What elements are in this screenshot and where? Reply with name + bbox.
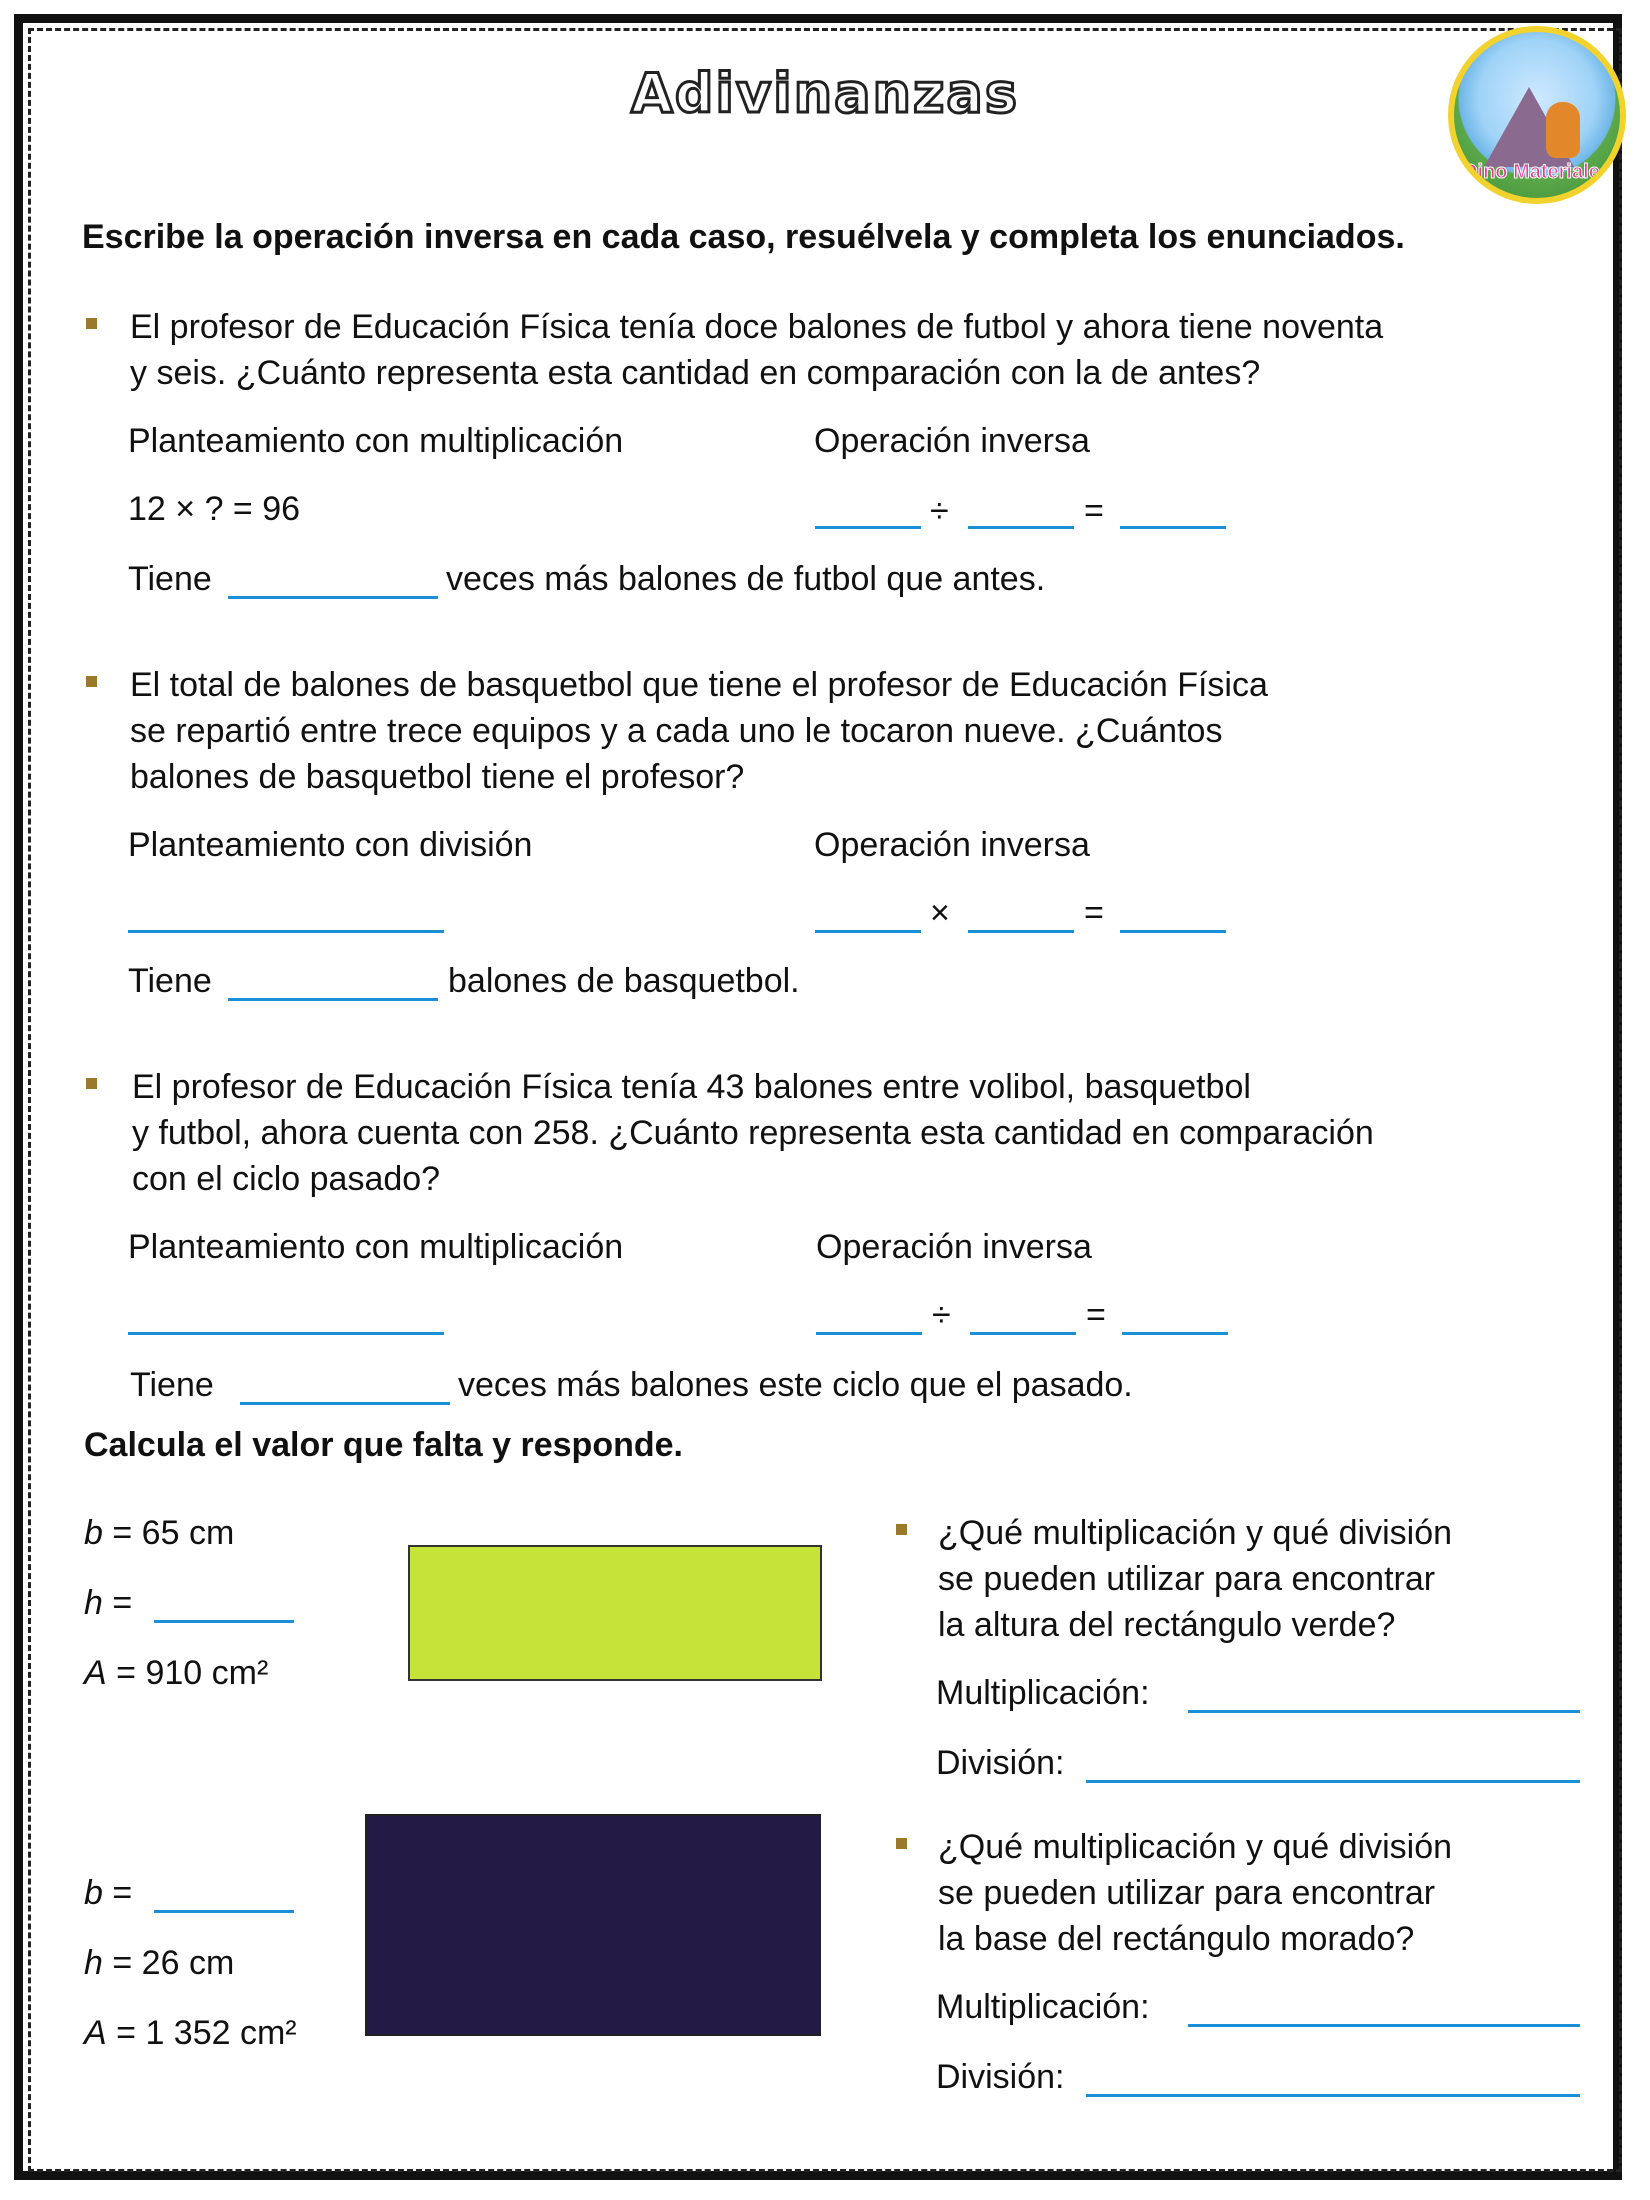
- purple-height-label: h: [84, 1944, 103, 1982]
- green-base: [84, 1510, 234, 1556]
- purple-area: [84, 2010, 297, 2056]
- problem2-answer-blank[interactable]: [228, 998, 438, 1001]
- problem3-blank-a[interactable]: [816, 1332, 922, 1335]
- problem1-blank-a[interactable]: [815, 526, 921, 529]
- green-question-line2: se pueden utilizar para encontrar: [938, 1560, 1436, 1598]
- problem1-right-label: Operación inversa: [814, 422, 1090, 460]
- problem3-answer-prefix: Tiene: [130, 1366, 214, 1404]
- green-base-value: = 65 cm: [112, 1514, 235, 1552]
- problem1-blank-result[interactable]: [1120, 526, 1226, 529]
- problem2-line1: El total de balones de basquetbol que tiene el profesor de Educación Física: [130, 666, 1268, 704]
- bullet-icon: [896, 1524, 907, 1535]
- purple-base-value: =: [112, 1874, 133, 1912]
- problem2-line3: balones de basquetbol tiene el profesor?: [130, 758, 745, 796]
- green-area-label: A: [84, 1654, 107, 1692]
- section2-instruction: Calcula el valor que falta y responde.: [84, 1426, 683, 1464]
- problem3-answer-suffix: veces más balones este ciclo que el pasado.: [458, 1366, 1133, 1404]
- problem3-equals: =: [1086, 1296, 1106, 1334]
- purple-base-label: b: [84, 1874, 103, 1912]
- section1-instruction: Escribe la operación inversa en cada caso, resuélvela y completa los enunciados.: [82, 218, 1405, 256]
- purple-rectangle: [365, 1814, 821, 2036]
- green-height: [84, 1580, 132, 1626]
- green-rectangle: [408, 1545, 822, 1681]
- problem2-answer-suffix: balones de basquetbol.: [448, 962, 800, 1000]
- green-area-value: = 910 cm²: [116, 1654, 269, 1692]
- problem2-blank-result[interactable]: [1120, 930, 1226, 933]
- purple-div-label: División:: [936, 2058, 1065, 2096]
- purple-div-blank[interactable]: [1086, 2094, 1580, 2097]
- green-div-blank[interactable]: [1086, 1780, 1580, 1783]
- problem1-left-label: Planteamiento con multiplicación: [128, 422, 624, 460]
- green-question-line3: la altura del rectángulo verde?: [938, 1606, 1396, 1644]
- problem2-answer-prefix: Tiene: [128, 962, 212, 1000]
- purple-height: [84, 1940, 234, 1986]
- purple-base-blank[interactable]: [154, 1910, 294, 1913]
- problem3-line3: con el ciclo pasado?: [132, 1160, 441, 1198]
- problem1-answer-prefix: Tiene: [128, 560, 212, 598]
- problem2-line2: se repartió entre trece equipos y a cada uno le tocaron nueve. ¿Cuántos: [130, 712, 1223, 750]
- problem3-equation-blank[interactable]: [128, 1332, 444, 1335]
- problem2-right-label: Operación inversa: [814, 826, 1090, 864]
- purple-question-line1: ¿Qué multiplicación y qué división: [938, 1828, 1453, 1866]
- purple-question-line3: la base del rectángulo morado?: [938, 1920, 1415, 1958]
- problem2-left-label: Planteamiento con división: [128, 826, 533, 864]
- problem1-line2: y seis. ¿Cuánto representa esta cantidad en comparación con la de antes?: [130, 354, 1261, 392]
- purple-question-line2: se pueden utilizar para encontrar: [938, 1874, 1436, 1912]
- problem3-line2: y futbol, ahora cuenta con 258. ¿Cuánto representa esta cantidad en comparación: [132, 1114, 1374, 1152]
- purple-mult-blank[interactable]: [1188, 2024, 1580, 2027]
- problem2-blank-b[interactable]: [968, 930, 1074, 933]
- problem2-equals: =: [1084, 894, 1104, 932]
- problem1-answer-blank[interactable]: [228, 596, 438, 599]
- purple-base: [84, 1870, 132, 1916]
- green-mult-blank[interactable]: [1188, 1710, 1580, 1713]
- green-mult-label: Multiplicación:: [936, 1674, 1150, 1712]
- bullet-icon: [86, 676, 97, 687]
- purple-area-label: A: [84, 2014, 107, 2052]
- problem3-blank-result[interactable]: [1122, 1332, 1228, 1335]
- green-base-label: b: [84, 1514, 103, 1552]
- problem1-equation: 12 × ? = 96: [128, 490, 301, 528]
- purple-mult-label: Multiplicación:: [936, 1988, 1150, 2026]
- problem1-answer-suffix: veces más balones de futbol que antes.: [446, 560, 1046, 598]
- dinosaur-icon: [1546, 102, 1580, 158]
- problem3-operator: ÷: [932, 1296, 951, 1334]
- bullet-icon: [86, 1078, 97, 1089]
- green-height-value: =: [112, 1584, 133, 1622]
- green-question-line1: ¿Qué multiplicación y qué división: [938, 1514, 1453, 1552]
- problem1-line1: El profesor de Educación Física tenía doce balones de futbol y ahora tiene noventa: [130, 308, 1384, 346]
- page-title: Adivinanzas: [630, 62, 1019, 125]
- dino-materiales-logo: [1448, 26, 1626, 204]
- green-height-label: h: [84, 1584, 103, 1622]
- bullet-icon: [86, 318, 97, 329]
- problem2-operator: ×: [930, 894, 950, 932]
- problem3-right-label: Operación inversa: [816, 1228, 1092, 1266]
- problem1-operator: ÷: [930, 492, 949, 530]
- problem3-blank-b[interactable]: [970, 1332, 1076, 1335]
- purple-height-value: = 26 cm: [112, 1944, 235, 1982]
- green-area: [84, 1650, 268, 1696]
- problem2-equation-blank[interactable]: [128, 930, 444, 933]
- logo-text: Dino Materiales: [1463, 161, 1611, 183]
- bullet-icon: [896, 1838, 907, 1849]
- problem3-answer-blank[interactable]: [240, 1402, 450, 1405]
- green-div-label: División:: [936, 1744, 1065, 1782]
- problem3-line1: El profesor de Educación Física tenía 43 balones entre volibol, basquetbol: [132, 1068, 1251, 1106]
- problem1-equals: =: [1084, 492, 1104, 530]
- problem3-left-label: Planteamiento con multiplicación: [128, 1228, 624, 1266]
- green-height-blank[interactable]: [154, 1620, 294, 1623]
- problem2-blank-a[interactable]: [815, 930, 921, 933]
- purple-area-value: = 1 352 cm²: [116, 2014, 297, 2052]
- problem1-blank-b[interactable]: [968, 526, 1074, 529]
